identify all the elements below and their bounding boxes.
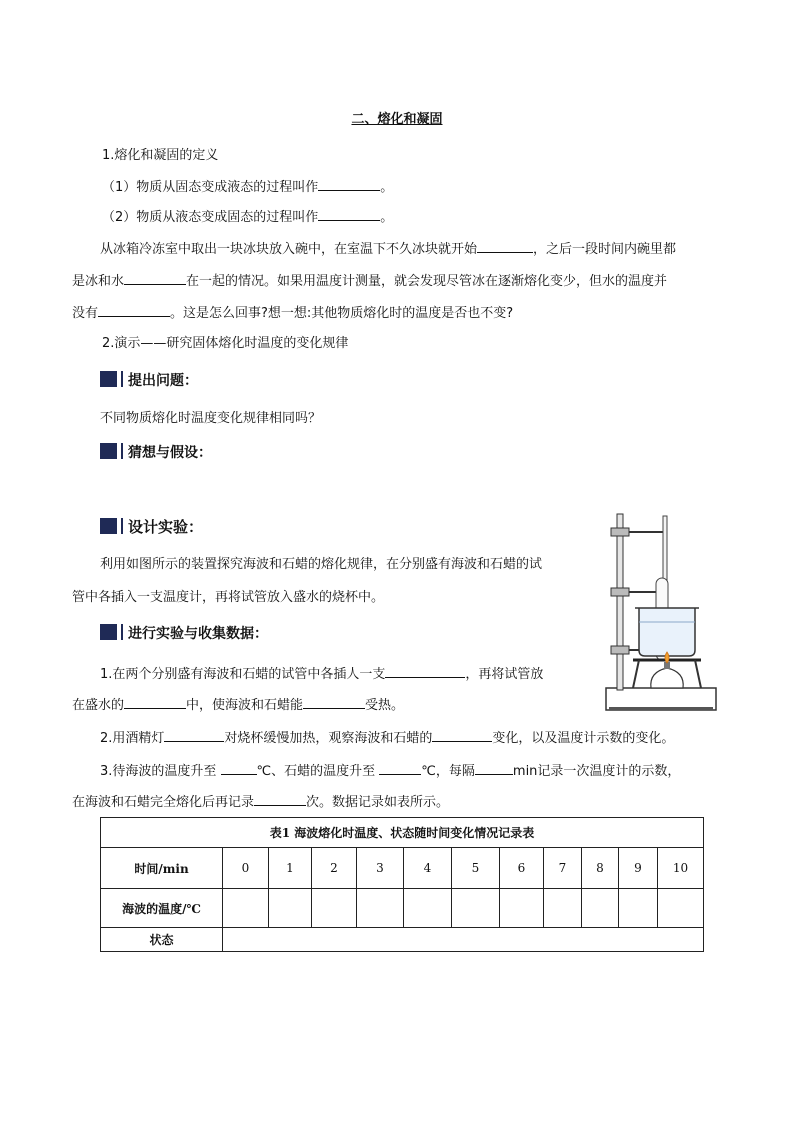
page-title: 二、熔化和凝固: [351, 112, 443, 127]
time-cell: 9: [619, 848, 658, 889]
paragraph-line-1: 从冰箱冷冻室中取出一块冰块放入碗中，在室温下不久冰块就开始 ，之后一段时间内碗里都: [100, 238, 676, 260]
blank-12[interactable]: [379, 760, 421, 775]
temperature-header: 海波的温度/℃: [101, 889, 223, 928]
state-header: 状态: [101, 928, 223, 952]
heading-design: 设计实验：: [100, 517, 203, 537]
heading-bar-icon: [100, 443, 117, 459]
collect-line-4: 3.待海波的温度升至 ℃、石蜡的温度升至 ℃，每隔 min记录一次温度计的示数，: [100, 760, 680, 782]
time-cell: 8: [582, 848, 619, 889]
temperature-cell[interactable]: [544, 889, 582, 928]
collect-line-3: 2.用酒精灯 对烧杯缓慢加热，观察海波和石蜡的 变化，以及温度计示数的变化。: [100, 727, 674, 749]
time-cell: 5: [452, 848, 500, 889]
blank-1[interactable]: [318, 176, 380, 191]
temperature-cell[interactable]: [269, 889, 312, 928]
blank-11[interactable]: [221, 760, 257, 775]
temperature-cell[interactable]: [500, 889, 544, 928]
blank-13[interactable]: [475, 760, 513, 775]
blank-7[interactable]: [124, 694, 186, 709]
table-row-temperature: [101, 889, 704, 928]
heading-bar-icon: [100, 371, 117, 387]
time-cell: 2: [312, 848, 357, 889]
heading-bar-icon: [100, 518, 117, 534]
blank-9[interactable]: [164, 727, 224, 742]
temperature-cell[interactable]: [452, 889, 500, 928]
table-caption: 表1 海波熔化时温度、状态随时间变化情况记录表: [101, 818, 704, 848]
heading-hypothesis: 猜想与假设：: [100, 443, 212, 463]
state-cell[interactable]: [223, 928, 704, 952]
blank-8[interactable]: [303, 694, 365, 709]
blank-2[interactable]: [318, 206, 380, 221]
temperature-cell[interactable]: [223, 889, 269, 928]
blank-4[interactable]: [124, 270, 186, 285]
temperature-cell[interactable]: [404, 889, 452, 928]
heading-sep-icon: [121, 371, 123, 387]
collect-line-1: 1.在两个分别盛有海波和石蜡的试管中各插人一支 ，再将试管放: [100, 663, 543, 685]
blank-6[interactable]: [385, 663, 465, 678]
temperature-cell[interactable]: [658, 889, 704, 928]
collect-line-5: 在海波和石蜡完全熔化后再记录 次。数据记录如表所示。: [72, 791, 449, 813]
temperature-cell[interactable]: [312, 889, 357, 928]
blank-10[interactable]: [432, 727, 492, 742]
design-line-2: 管中各插入一支温度计，再将试管放入盛水的烧杯中。: [72, 590, 385, 605]
time-cell: 0: [223, 848, 269, 889]
heading-sep-icon: [121, 624, 123, 640]
temperature-cell[interactable]: [357, 889, 404, 928]
definition-melting: （1）物质从固态变成液态的过程叫作 。: [102, 176, 393, 198]
record-table: [100, 817, 704, 952]
heading-bar-icon: [100, 624, 117, 640]
experiment-apparatus-image: [603, 510, 721, 716]
section-heading-definition: 1.熔化和凝固的定义: [102, 148, 219, 163]
collect-line-2: 在盛水的 中，使海波和石蜡能 受热。: [72, 694, 404, 716]
time-cell: 10: [658, 848, 704, 889]
time-cell: 1: [269, 848, 312, 889]
time-header: 时间/min: [101, 848, 223, 889]
temperature-cell[interactable]: [582, 889, 619, 928]
design-line-1: 利用如图所示的装置探究海波和石蜡的熔化规律，在分别盛有海波和石蜡的试: [100, 557, 543, 572]
heading-collect: 进行实验与收集数据：: [100, 624, 268, 644]
heading-sep-icon: [121, 518, 123, 534]
time-cell: 4: [404, 848, 452, 889]
section-heading-demo: 2.演示——研究固体熔化时温度的变化规律: [102, 336, 349, 351]
table-row-state: [101, 928, 704, 952]
heading-sep-icon: [121, 443, 123, 459]
time-cell: 3: [357, 848, 404, 889]
time-cell: 6: [500, 848, 544, 889]
blank-3[interactable]: [477, 238, 533, 253]
question-text: 不同物质熔化时温度变化规律相同吗？: [100, 411, 322, 426]
blank-14[interactable]: [254, 791, 306, 806]
temperature-cell[interactable]: [619, 889, 658, 928]
time-cell: 7: [544, 848, 582, 889]
table-row-time: [101, 848, 704, 889]
paragraph-line-3: 没有 。这是怎么回事?想一想:其他物质熔化时的温度是否也不变?: [72, 302, 513, 324]
paragraph-line-2: 是冰和水 在一起的情况。如果用温度计测量，就会发现尽管冰在逐渐熔化变少，但水的温度并: [72, 270, 667, 292]
blank-5[interactable]: [98, 302, 170, 317]
heading-question: 提出问题：: [100, 371, 198, 391]
definition-freezing: （2）物质从液态变成固态的过程叫作 。: [102, 206, 393, 228]
